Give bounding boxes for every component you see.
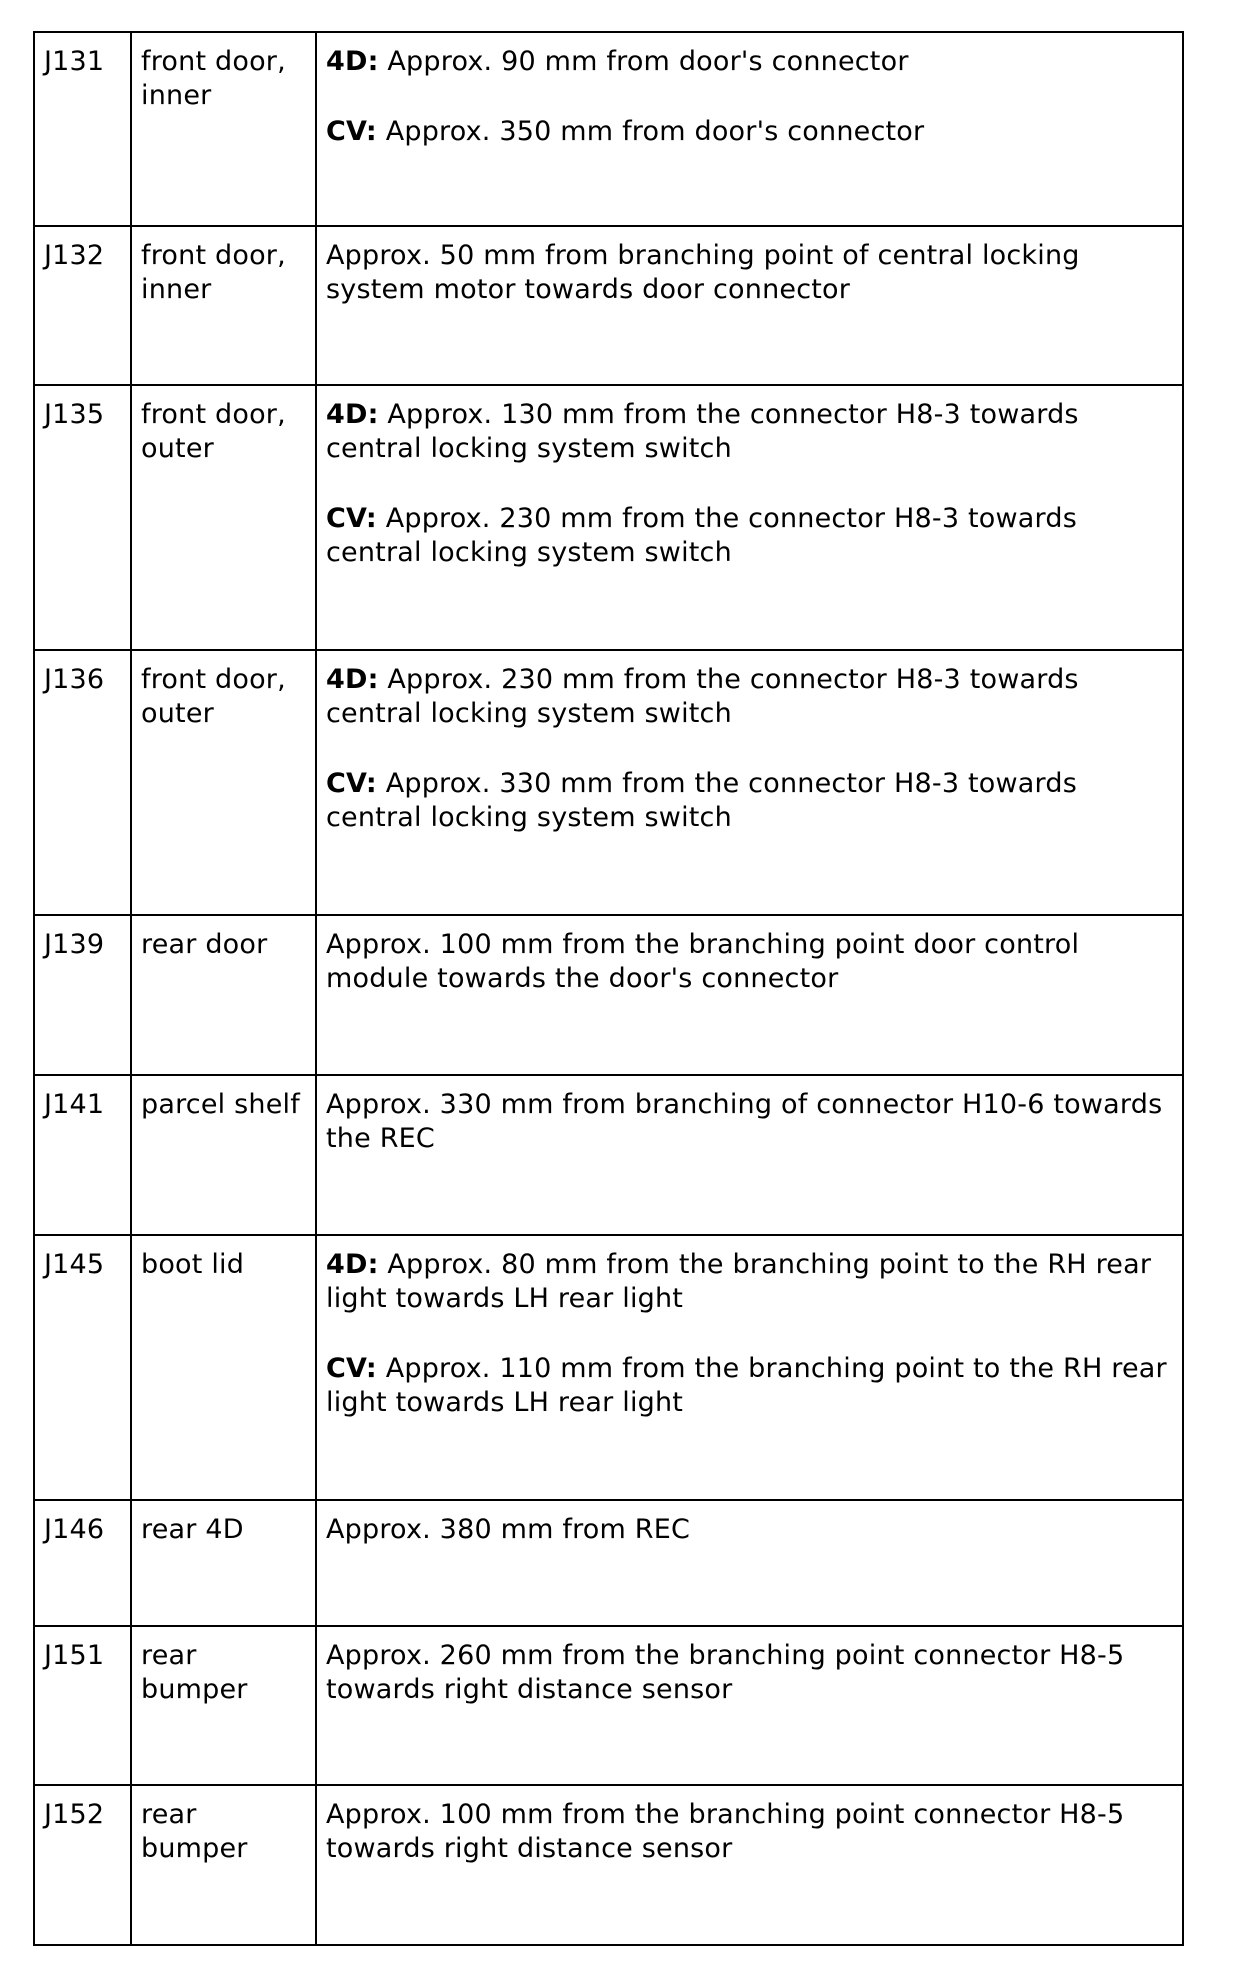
connector-id-cell: J132 — [34, 226, 131, 385]
location-cell: rear 4D — [131, 1500, 316, 1626]
description-cell — [316, 1626, 1183, 1785]
variant-label: 4D: — [326, 399, 379, 430]
connector-id-cell: J131 — [34, 32, 131, 226]
description-paragraph — [326, 1352, 1174, 1420]
description-cell — [316, 650, 1183, 915]
description-paragraph — [326, 398, 1174, 466]
description-paragraph — [326, 767, 1174, 835]
description-cell — [316, 915, 1183, 1075]
connector-id-cell: J152 — [34, 1785, 131, 1945]
description-cell — [316, 1075, 1183, 1235]
connector-location-table — [33, 31, 1184, 1946]
connector-id-cell: J141 — [34, 1075, 131, 1235]
connector-id-cell: J139 — [34, 915, 131, 1075]
description-paragraph — [326, 115, 1174, 149]
description-text: Approx. 230 mm from the connector H8-3 towards central locking system switch — [326, 503, 1077, 568]
connector-id-cell: J136 — [34, 650, 131, 915]
description-paragraph — [326, 502, 1174, 570]
description-text: Approx. 50 mm from branching point of central locking system motor towards door connector — [326, 240, 1080, 305]
description-text: Approx. 110 mm from the branching point to the RH rear light towards LH rear light — [326, 1353, 1167, 1418]
description-paragraph — [326, 1088, 1174, 1156]
table-row — [34, 1235, 1183, 1500]
description-text: Approx. 380 mm from REC — [326, 1514, 691, 1545]
variant-label: CV: — [326, 768, 377, 799]
location-cell: front door, outer — [131, 650, 316, 915]
location-cell: front door, inner — [131, 32, 316, 226]
description-text: Approx. 90 mm from door's connector — [378, 46, 909, 77]
location-cell: rear bumper — [131, 1785, 316, 1945]
table-row — [34, 1075, 1183, 1235]
location-cell: rear door — [131, 915, 316, 1075]
connector-id-cell: J145 — [34, 1235, 131, 1500]
description-text: Approx. 350 mm from door's connector — [376, 116, 925, 147]
table-row — [34, 226, 1183, 385]
description-text: Approx. 330 mm from the connector H8-3 towards central locking system switch — [326, 768, 1077, 833]
location-cell: boot lid — [131, 1235, 316, 1500]
variant-label: 4D: — [326, 664, 379, 695]
location-cell: front door, inner — [131, 226, 316, 385]
description-paragraph — [326, 663, 1174, 731]
description-paragraph — [326, 1639, 1174, 1707]
table-row — [34, 1500, 1183, 1626]
description-paragraph — [326, 928, 1174, 996]
location-cell: parcel shelf — [131, 1075, 316, 1235]
variant-label: CV: — [326, 1353, 377, 1384]
description-text: Approx. 330 mm from branching of connector H10-6 towards the REC — [326, 1089, 1163, 1154]
location-cell: rear bumper — [131, 1626, 316, 1785]
description-cell — [316, 1785, 1183, 1945]
description-text: Approx. 130 mm from the connector H8-3 towards central locking system switch — [326, 399, 1079, 464]
description-paragraph — [326, 1248, 1174, 1316]
table-row — [34, 1785, 1183, 1945]
table-row — [34, 1626, 1183, 1785]
description-cell — [316, 32, 1183, 226]
table-row — [34, 915, 1183, 1075]
description-cell — [316, 226, 1183, 385]
description-cell — [316, 1500, 1183, 1626]
description-paragraph — [326, 45, 1174, 79]
table-row — [34, 385, 1183, 650]
variant-label: 4D: — [326, 46, 379, 77]
connector-id-cell: J135 — [34, 385, 131, 650]
table-row — [34, 650, 1183, 915]
connector-id-cell: J146 — [34, 1500, 131, 1626]
description-text: Approx. 230 mm from the connector H8-3 towards central locking system switch — [326, 664, 1079, 729]
variant-label: 4D: — [326, 1249, 379, 1280]
description-paragraph — [326, 1513, 1174, 1547]
description-paragraph — [326, 1798, 1174, 1866]
description-cell — [316, 1235, 1183, 1500]
variant-label: CV: — [326, 503, 377, 534]
description-cell — [316, 385, 1183, 650]
table-row — [34, 32, 1183, 226]
description-text: Approx. 260 mm from the branching point connector H8-5 towards right distance sensor — [326, 1640, 1125, 1705]
variant-label: CV: — [326, 116, 377, 147]
description-text: Approx. 100 mm from the branching point door control module towards the door's connector — [326, 929, 1080, 994]
connector-id-cell: J151 — [34, 1626, 131, 1785]
description-paragraph — [326, 239, 1174, 307]
location-cell: front door, outer — [131, 385, 316, 650]
description-text: Approx. 100 mm from the branching point connector H8-5 towards right distance sensor — [326, 1799, 1125, 1864]
description-text: Approx. 80 mm from the branching point to the RH rear light towards LH rear light — [326, 1249, 1152, 1314]
